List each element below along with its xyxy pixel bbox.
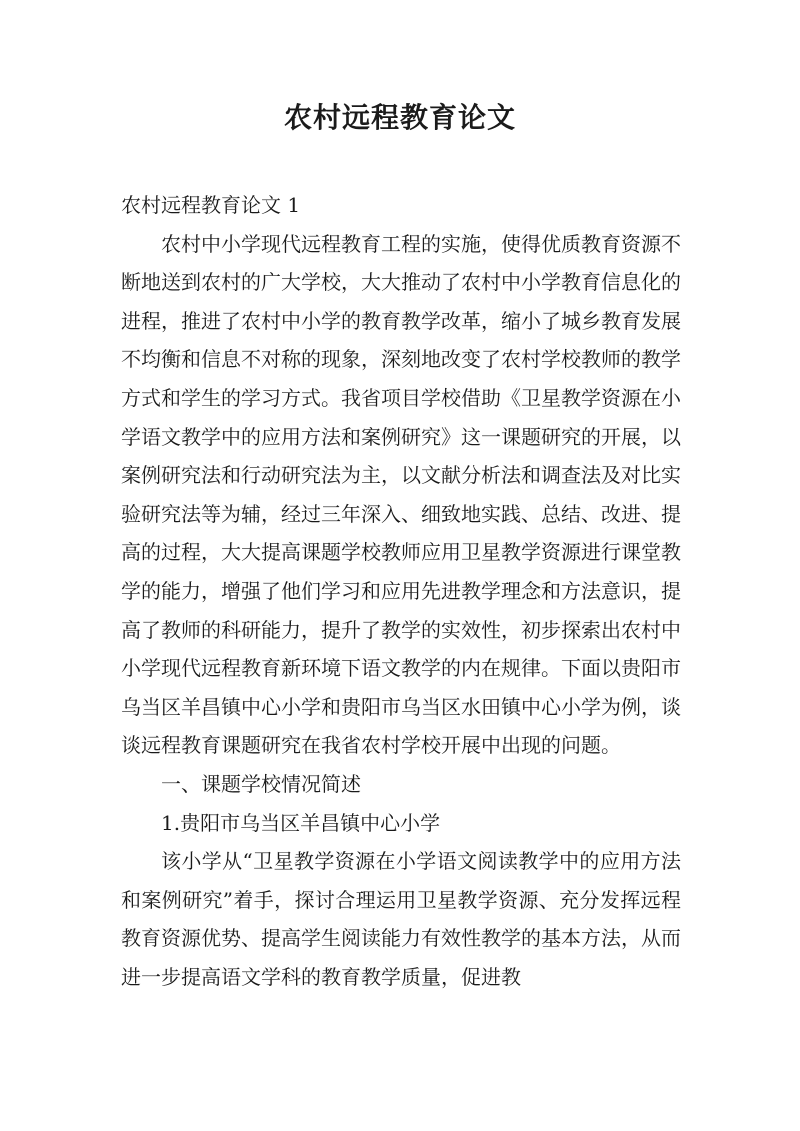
section-heading-overview: 一、课题学校情况简述 — [161, 771, 361, 796]
section-subtitle: 农村远程教育论文 1 — [121, 193, 301, 217]
subsection-heading-school-1: 1.贵阳市乌当区羊昌镇中心小学 — [161, 810, 441, 835]
body-paragraph-school-1: 该小学从“卫星教学资源在小学语文阅读教学中的应用方法和案例研究”着手，探讨合理运用卫星教学资源、充分发挥远程教育资源优势、提高学生阅读能力有效性教学的基本方法，从而进一步提高语文学科的教育教学质量，促进教 — [121, 849, 681, 989]
body-paragraph-intro: 农村中小学现代远程教育工程的实施，使得优质教育资源不断地送到农村的广大学校，大大推动了农村中小学教育信息化的进程，推进了农村中小学的教育教学改革，缩小了城乡教育发展不均衡和信息不对称的现象，深刻地改变了农村学校教师的教学方式和学生的学习方式。我省项目学校借助《卫星教学资源在小学语文教学中的应用方法和案例研究》这一课题研究的开展，以案例研究法和行动研究法为主，以文献分析法和调查法及对比实验研究法等为辅，经过三年深入、细致地实践、总结、改进、提高的过程，大大提高课题学校教师应用卫星教学资源进行课堂教学的能力，增强了他们学习和应用先进教学理念和方法意识，提高了教师的科研能力，提升了教学的实效性，初步探索出农村中小学现代远程教育新环境下语文教学的内在规律。下面以贵阳市乌当区羊昌镇中心小学和贵阳市乌当区水田镇中心小学为例，谈谈远程教育课题研究在我省农村学校开展中出现的问题。 — [121, 231, 681, 758]
document-title: 农村远程教育论文 — [283, 101, 516, 134]
document-body — [121, 186, 681, 996]
